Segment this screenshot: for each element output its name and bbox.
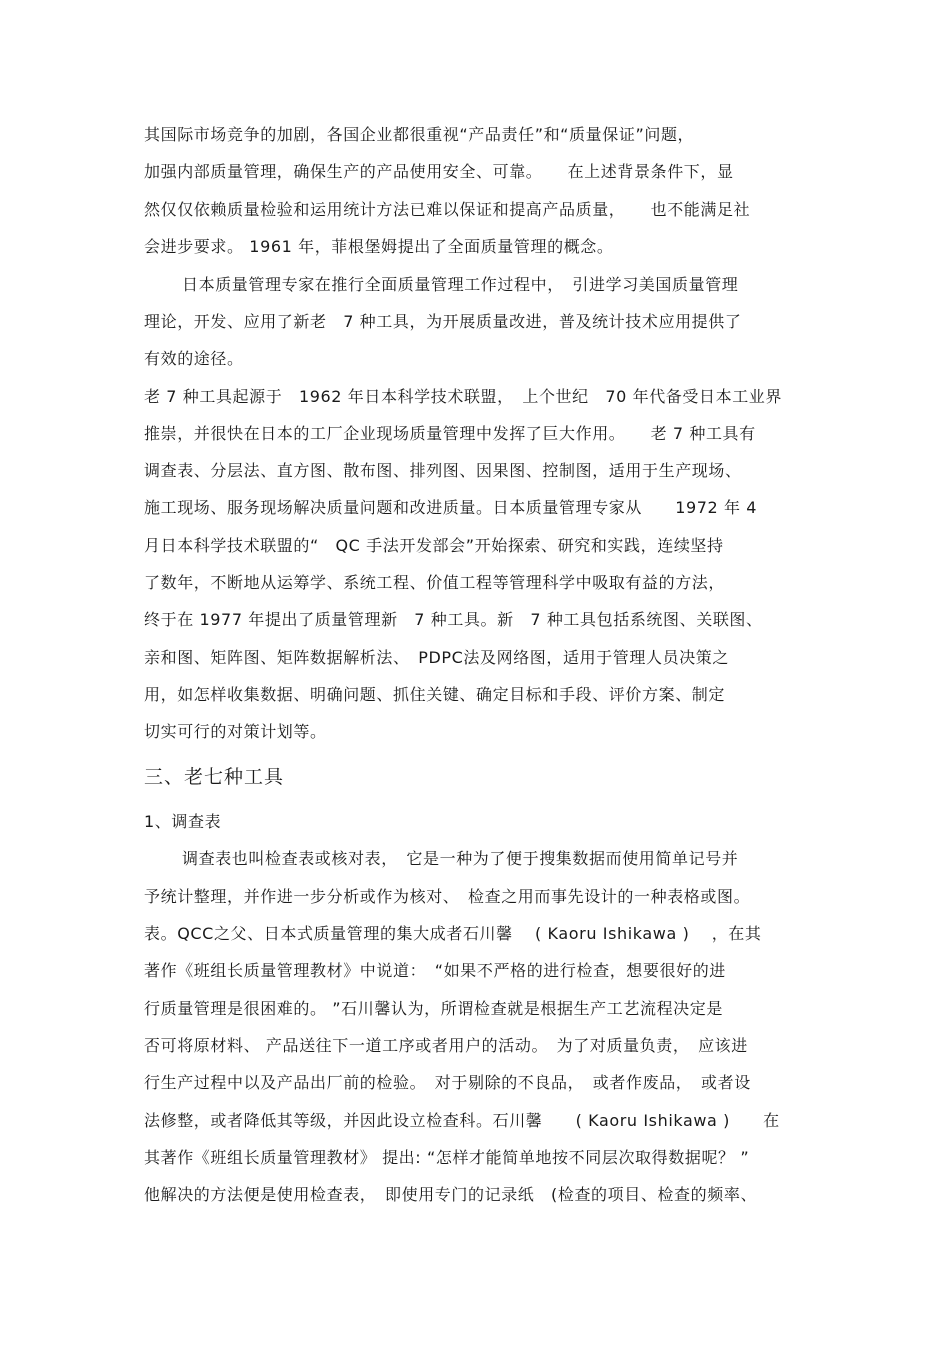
text-line: 行质量管理是很困难的。 ”石川馨认为，所谓检查就是根据生产工艺流程决定是 bbox=[144, 999, 723, 1018]
section-heading: 三、老七种工具 bbox=[144, 766, 285, 788]
text-line: 调查表、分层法、直方图、散布图、排列图、因果图、控制图，适用于生产现场、 bbox=[144, 461, 742, 480]
text-line: 调查表也叫检查表或核对表， 它是一种为了便于搜集数据而使用简单记号并 bbox=[182, 849, 739, 868]
text-line: 加强内部质量管理，确保生产的产品使用安全、可靠。 在上述背景条件下，显 bbox=[144, 162, 734, 181]
text-line: 他解决的方法便是使用检查表， 即使用专门的记录纸 (检查的项目、检查的频率、 bbox=[144, 1185, 758, 1204]
text-line: 然仅仅依赖质量检验和运用统计方法已难以保证和提高产品质量， 也不能满足社 bbox=[144, 200, 751, 219]
text-line: 日本质量管理专家在推行全面质量管理工作过程中， 引进学习美国质量管理 bbox=[182, 275, 739, 294]
text-line: 理论，开发、应用了新老 7 种工具，为开展质量改进，普及统计技术应用提供了 bbox=[144, 312, 742, 331]
text-line: 老 7 种工具起源于 1962 年日本科学技术联盟， 上个世纪 70 年代备受日本工业界 bbox=[144, 387, 783, 406]
text-line: 法修整，或者降低其等级，并因此设立检查科。石川馨 ( Kaoru Ishikawa ) 在 bbox=[144, 1111, 780, 1130]
subsection-heading: 1、调查表 bbox=[144, 812, 222, 831]
text-line: 亲和图、矩阵图、矩阵数据解析法、 PDPC法及网络图，适用于管理人员决策之 bbox=[144, 648, 729, 667]
text-line: 会进步要求。 1961 年，菲根堡姆提出了全面质量管理的概念。 bbox=[144, 237, 614, 256]
text-line: 有效的途径。 bbox=[144, 349, 244, 368]
text-line: 施工现场、服务现场解决质量问题和改进质量。日本质量管理专家从 1972 年 4 bbox=[144, 498, 758, 517]
text-line: 切实可行的对策计划等。 bbox=[144, 722, 327, 741]
text-line: 表。QCC之父、日本式质量管理的集大成者石川馨 ( Kaoru Ishikawa ) ，在其 bbox=[144, 924, 762, 943]
text-line: 著作《班组长质量管理教材》中说道： “如果不严格的进行检查，想要很好的进 bbox=[144, 961, 726, 980]
text-line: 其国际市场竞争的加剧，各国企业都很重视“产品责任”和“质量保证”问题， bbox=[144, 125, 695, 144]
text-line: 用，如怎样收集数据、明确问题、抓住关键、确定目标和手段、评价方案、制定 bbox=[144, 685, 726, 704]
text-line: 予统计整理，并作进一步分析或作为核对、 检查之用而事先设计的一种表格或图。 bbox=[144, 887, 751, 906]
text-line: 其著作《班组长质量管理教材》 提出: “怎样才能简单地按不同层次取得数据呢？ ” bbox=[144, 1148, 750, 1167]
text-line: 月日本科学技术联盟的“ QC 手法开发部会”开始探索、研究和实践，连续坚持 bbox=[144, 536, 724, 555]
text-line: 行生产过程中以及产品出厂前的检验。 对于剔除的不良品， 或者作废品， 或者设 bbox=[144, 1073, 751, 1092]
text-line: 推崇，并很快在日本的工厂企业现场质量管理中发挥了巨大作用。 老 7 种工具有 bbox=[144, 424, 756, 443]
text-line: 否可将原材料、 产品送往下一道工序或者用户的活动。 为了对质量负责， 应该进 bbox=[144, 1036, 748, 1055]
text-line: 终于在 1977 年提出了质量管理新 7 种工具。新 7 种工具包括系统图、关联图、 bbox=[144, 610, 763, 629]
text-line: 了数年，不断地从运筹学、系统工程、价值工程等管理科学中吸取有益的方法， bbox=[144, 573, 726, 592]
